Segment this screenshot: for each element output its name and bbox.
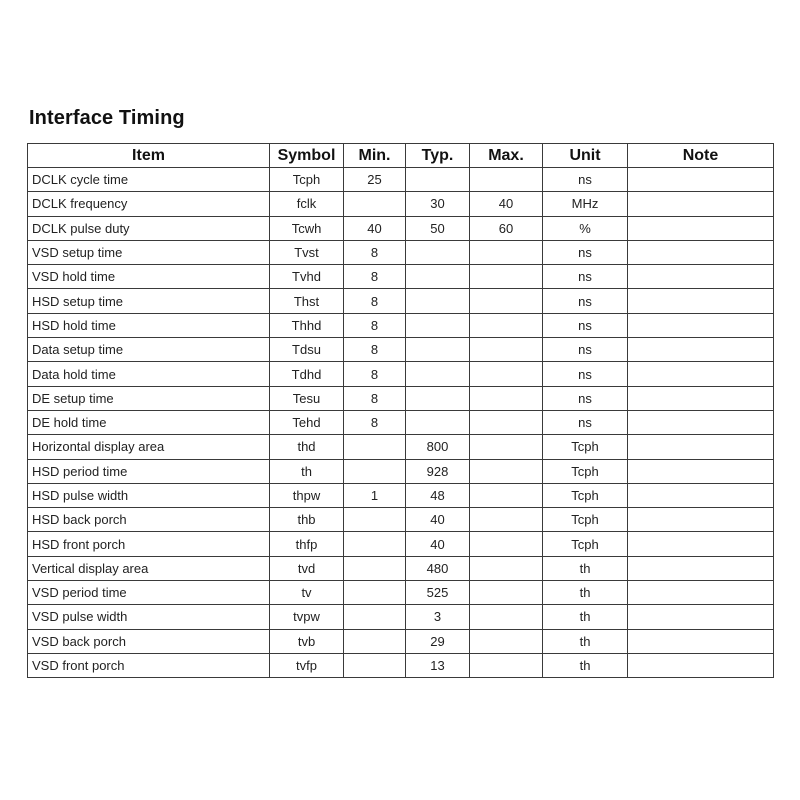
cell-note [628,629,774,653]
page-title: Interface Timing [29,107,185,129]
cell-note [628,216,774,240]
cell-min: 8 [344,313,406,337]
cell-max [470,532,543,556]
table-row [28,459,774,483]
cell-item: VSD back porch [28,629,270,653]
cell-unit: ns [543,410,628,434]
cell-item: DE hold time [28,410,270,434]
cell-typ: 29 [406,629,470,653]
cell-typ [406,265,470,289]
cell-symbol: Tvhd [270,265,344,289]
cell-typ: 800 [406,435,470,459]
cell-max [470,556,543,580]
cell-typ: 3 [406,605,470,629]
cell-symbol: Tdsu [270,338,344,362]
cell-min [344,653,406,677]
cell-unit: ns [543,362,628,386]
cell-unit: ns [543,265,628,289]
cell-item: DCLK pulse duty [28,216,270,240]
cell-max [470,483,543,507]
cell-min [344,556,406,580]
cell-symbol: thpw [270,483,344,507]
cell-typ: 50 [406,216,470,240]
cell-note [628,362,774,386]
cell-symbol: fclk [270,192,344,216]
cell-min: 8 [344,289,406,313]
table-row [28,265,774,289]
cell-symbol: thfp [270,532,344,556]
cell-item: HSD front porch [28,532,270,556]
cell-note [628,289,774,313]
cell-max [470,338,543,362]
cell-note [628,338,774,362]
cell-typ [406,362,470,386]
table-row [28,362,774,386]
cell-symbol: Thst [270,289,344,313]
cell-min: 8 [344,240,406,264]
cell-typ: 13 [406,653,470,677]
cell-note [628,653,774,677]
cell-max [470,653,543,677]
cell-unit: th [543,556,628,580]
cell-min: 8 [344,362,406,386]
cell-symbol: Tesu [270,386,344,410]
cell-item: DE setup time [28,386,270,410]
cell-min [344,532,406,556]
cell-max [470,240,543,264]
cell-item: HSD back porch [28,508,270,532]
cell-max: 40 [470,192,543,216]
cell-min [344,605,406,629]
cell-typ: 928 [406,459,470,483]
column-header-max: Max. [470,144,543,168]
cell-max [470,605,543,629]
cell-symbol: Thhd [270,313,344,337]
cell-note [628,386,774,410]
cell-note [628,410,774,434]
cell-item: DCLK frequency [28,192,270,216]
cell-note [628,483,774,507]
cell-unit: th [543,581,628,605]
cell-symbol: thd [270,435,344,459]
cell-min [344,435,406,459]
cell-item: HSD hold time [28,313,270,337]
cell-typ: 480 [406,556,470,580]
table-row [28,483,774,507]
column-header-note: Note [628,144,774,168]
cell-max: 60 [470,216,543,240]
cell-max [470,362,543,386]
cell-max [470,629,543,653]
cell-unit: Tcph [543,435,628,459]
cell-typ: 40 [406,532,470,556]
cell-typ [406,313,470,337]
cell-item: Data hold time [28,362,270,386]
cell-unit: ns [543,386,628,410]
cell-note [628,265,774,289]
cell-unit: ns [543,289,628,313]
table-row [28,216,774,240]
cell-item: VSD front porch [28,653,270,677]
cell-symbol: thb [270,508,344,532]
cell-item: HSD setup time [28,289,270,313]
cell-symbol: Tehd [270,410,344,434]
cell-symbol: Tdhd [270,362,344,386]
cell-typ: 48 [406,483,470,507]
cell-unit: % [543,216,628,240]
cell-item: VSD setup time [28,240,270,264]
cell-note [628,240,774,264]
column-header-unit: Unit [543,144,628,168]
cell-item: HSD period time [28,459,270,483]
column-header-min: Min. [344,144,406,168]
table-row [28,338,774,362]
cell-note [628,581,774,605]
cell-item: Horizontal display area [28,435,270,459]
cell-note [628,605,774,629]
cell-min: 40 [344,216,406,240]
cell-item: DCLK cycle time [28,168,270,192]
table-row [28,653,774,677]
column-header-typ: Typ. [406,144,470,168]
cell-min: 8 [344,386,406,410]
cell-min: 1 [344,483,406,507]
cell-max [470,265,543,289]
cell-typ [406,240,470,264]
cell-max [470,289,543,313]
table-row [28,532,774,556]
cell-unit: ns [543,338,628,362]
table-row [28,289,774,313]
cell-item: VSD hold time [28,265,270,289]
cell-min: 8 [344,265,406,289]
cell-min: 8 [344,410,406,434]
cell-item: VSD pulse width [28,605,270,629]
cell-unit: Tcph [543,508,628,532]
cell-max [470,410,543,434]
table-row [28,313,774,337]
table-row [28,435,774,459]
cell-typ [406,289,470,313]
column-header-symbol: Symbol [270,144,344,168]
table-row [28,168,774,192]
table-row [28,240,774,264]
cell-note [628,459,774,483]
cell-symbol: th [270,459,344,483]
cell-note [628,168,774,192]
cell-max [470,508,543,532]
cell-max [470,168,543,192]
cell-max [470,386,543,410]
cell-symbol: tv [270,581,344,605]
cell-item: Vertical display area [28,556,270,580]
cell-symbol: Tvst [270,240,344,264]
cell-min [344,508,406,532]
cell-symbol: tvpw [270,605,344,629]
cell-item: Data setup time [28,338,270,362]
cell-unit: Tcph [543,459,628,483]
column-header-item: Item [28,144,270,168]
cell-min [344,459,406,483]
cell-unit: Tcph [543,483,628,507]
table-row [28,508,774,532]
cell-typ: 30 [406,192,470,216]
table-row [28,629,774,653]
cell-min [344,192,406,216]
cell-note [628,508,774,532]
cell-typ [406,338,470,362]
cell-unit: ns [543,240,628,264]
cell-symbol: tvfp [270,653,344,677]
cell-unit: MHz [543,192,628,216]
table-row [28,192,774,216]
cell-typ [406,386,470,410]
cell-unit: ns [543,313,628,337]
cell-min: 8 [344,338,406,362]
cell-note [628,532,774,556]
table-row [28,386,774,410]
cell-note [628,435,774,459]
table-row [28,605,774,629]
cell-note [628,556,774,580]
table-body [28,168,774,678]
cell-max [470,435,543,459]
cell-max [470,459,543,483]
table-header-row [28,144,774,168]
cell-symbol: Tcph [270,168,344,192]
cell-unit: th [543,605,628,629]
table-row [28,410,774,434]
cell-item: VSD period time [28,581,270,605]
cell-symbol: tvd [270,556,344,580]
interface-timing-table [27,143,774,678]
cell-min: 25 [344,168,406,192]
table-row [28,556,774,580]
cell-symbol: tvb [270,629,344,653]
cell-max [470,313,543,337]
cell-unit: ns [543,168,628,192]
cell-item: HSD pulse width [28,483,270,507]
cell-min [344,629,406,653]
cell-min [344,581,406,605]
cell-symbol: Tcwh [270,216,344,240]
cell-unit: th [543,629,628,653]
cell-unit: Tcph [543,532,628,556]
table-row [28,581,774,605]
cell-typ: 40 [406,508,470,532]
cell-typ: 525 [406,581,470,605]
cell-typ [406,410,470,434]
cell-note [628,313,774,337]
cell-max [470,581,543,605]
cell-note [628,192,774,216]
cell-unit: th [543,653,628,677]
cell-typ [406,168,470,192]
